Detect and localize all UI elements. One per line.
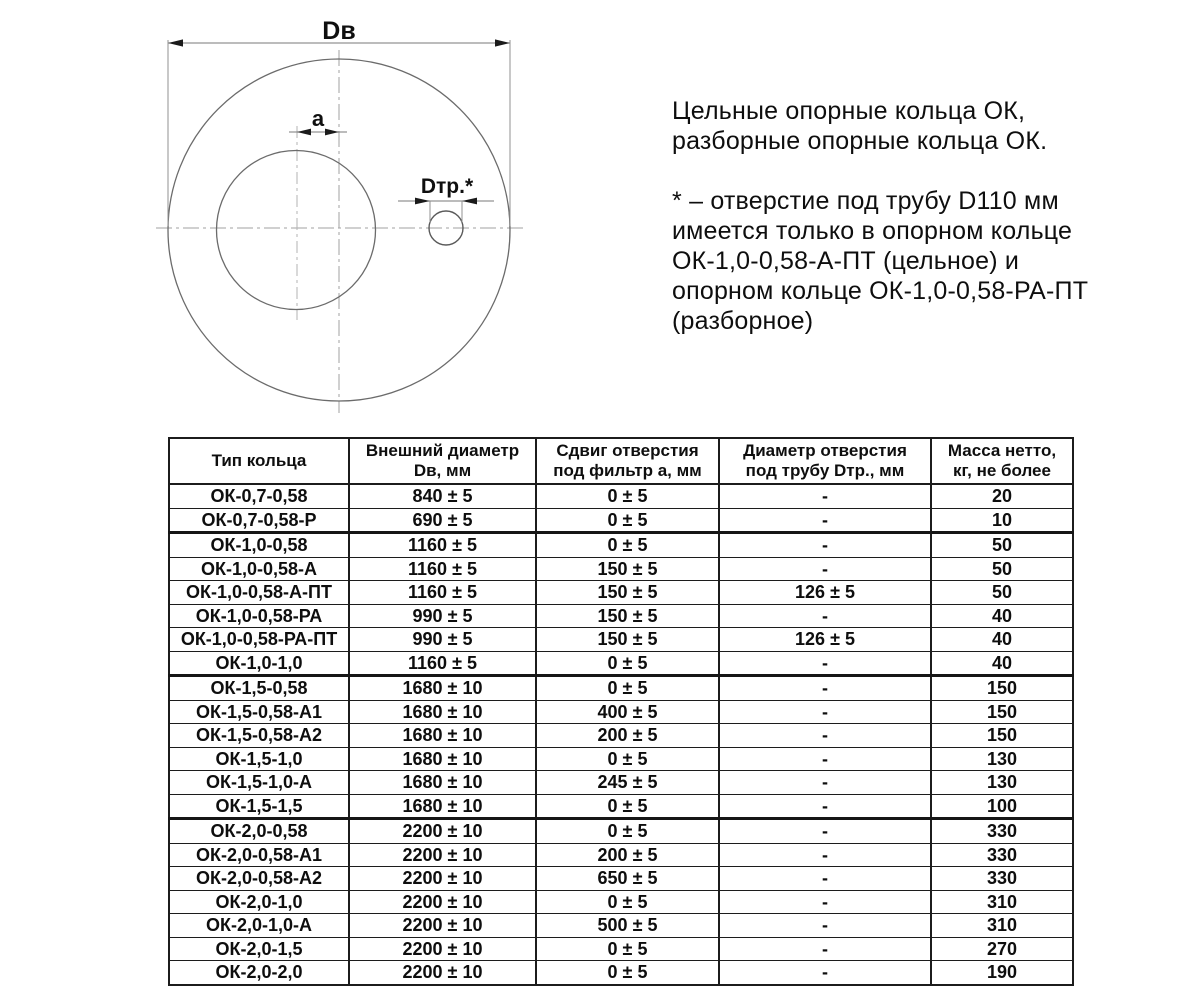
table-cell: 0 ± 5 — [536, 676, 719, 701]
a-arrow-right-icon — [325, 129, 339, 136]
dtr-dimension-label: Dтр.* — [420, 175, 474, 198]
table-cell: 100 — [931, 794, 1073, 819]
table-cell: 245 ± 5 — [536, 771, 719, 795]
table-row — [169, 508, 1073, 533]
table-cell: ОК-0,7-0,58 — [169, 484, 349, 508]
column-header-outer-diameter: Внешний диаметр Dв, мм — [349, 438, 536, 484]
note-blank-line — [672, 156, 1162, 186]
db-arrow-right-icon — [495, 39, 510, 46]
table-cell: 2200 ± 10 — [349, 867, 536, 891]
table-cell: - — [719, 937, 931, 961]
table-cell: ОК-2,0-0,58 — [169, 819, 349, 844]
table-row — [169, 937, 1073, 961]
table-cell: 2200 ± 10 — [349, 843, 536, 867]
table-cell: 150 ± 5 — [536, 604, 719, 628]
table-cell: 150 ± 5 — [536, 557, 719, 581]
db-dimension-label: Dв — [322, 17, 356, 45]
table-cell: 10 — [931, 508, 1073, 533]
table-cell: 2200 ± 10 — [349, 914, 536, 938]
note-text — [672, 96, 1162, 336]
table-cell: ОК-2,0-1,0-А — [169, 914, 349, 938]
table-row — [169, 843, 1073, 867]
table-cell: 126 ± 5 — [719, 628, 931, 652]
a-arrow-left-icon — [297, 129, 311, 136]
table-cell: - — [719, 724, 931, 748]
header-row — [169, 438, 1073, 484]
table-row — [169, 867, 1073, 891]
table-cell: 150 — [931, 676, 1073, 701]
table-cell: 0 ± 5 — [536, 819, 719, 844]
table-cell: 190 — [931, 961, 1073, 985]
table-cell: 990 ± 5 — [349, 604, 536, 628]
table-row — [169, 651, 1073, 676]
table-cell: 650 ± 5 — [536, 867, 719, 891]
table-cell: ОК-2,0-1,5 — [169, 937, 349, 961]
table-cell: 150 — [931, 724, 1073, 748]
table-row — [169, 819, 1073, 844]
table-cell: - — [719, 508, 931, 533]
table-cell: ОК-1,0-0,58 — [169, 533, 349, 558]
table-row — [169, 771, 1073, 795]
column-header-pipe-hole-diameter: Диаметр отверстия под трубу Dтр., мм — [719, 438, 931, 484]
table-cell: ОК-1,5-1,5 — [169, 794, 349, 819]
table-cell: 40 — [931, 604, 1073, 628]
table-cell: 1680 ± 10 — [349, 724, 536, 748]
table-row — [169, 724, 1073, 748]
table-cell: ОК-1,5-1,0 — [169, 747, 349, 771]
table-cell: 50 — [931, 533, 1073, 558]
table-cell: 1680 ± 10 — [349, 676, 536, 701]
column-header-net-weight: Масса нетто, кг, не более — [931, 438, 1073, 484]
table-cell: 200 ± 5 — [536, 724, 719, 748]
dtr-arrow-left-icon — [415, 198, 430, 205]
table-row — [169, 914, 1073, 938]
table-cell: 690 ± 5 — [349, 508, 536, 533]
table-cell: - — [719, 557, 931, 581]
a-dimension-label: а — [311, 106, 325, 131]
table-cell: ОК-2,0-0,58-А1 — [169, 843, 349, 867]
table-row — [169, 890, 1073, 914]
table-cell: ОК-1,0-0,58-РА-ПТ — [169, 628, 349, 652]
table-cell: - — [719, 700, 931, 724]
note-line: опорном кольце ОК-1,0-0,58-РА-ПТ — [672, 277, 1089, 305]
table-cell: 1680 ± 10 — [349, 700, 536, 724]
table-row — [169, 484, 1073, 508]
table-cell: 2200 ± 10 — [349, 961, 536, 985]
table-cell: - — [719, 961, 931, 985]
note-line: ОК-1,0-0,58-А-ПТ (цельное) и — [672, 247, 1020, 275]
table-cell: ОК-1,5-0,58-А1 — [169, 700, 349, 724]
table-cell: - — [719, 843, 931, 867]
table-cell: 2200 ± 10 — [349, 890, 536, 914]
table-cell: ОК-2,0-2,0 — [169, 961, 349, 985]
table-row — [169, 628, 1073, 652]
ring-technical-drawing — [0, 0, 560, 430]
table-cell: 1680 ± 10 — [349, 794, 536, 819]
table-cell: ОК-2,0-0,58-А2 — [169, 867, 349, 891]
table-cell: 1160 ± 5 — [349, 651, 536, 676]
table-cell: 0 ± 5 — [536, 937, 719, 961]
table-cell: 840 ± 5 — [349, 484, 536, 508]
table-cell: 200 ± 5 — [536, 843, 719, 867]
table-cell: 990 ± 5 — [349, 628, 536, 652]
specs-table-body — [169, 484, 1073, 985]
table-cell: - — [719, 819, 931, 844]
table-cell: ОК-1,0-0,58-А-ПТ — [169, 581, 349, 605]
table-cell: 150 ± 5 — [536, 581, 719, 605]
table-cell: 0 ± 5 — [536, 961, 719, 985]
table-row — [169, 961, 1073, 985]
table-cell: 40 — [931, 628, 1073, 652]
table-cell: 0 ± 5 — [536, 484, 719, 508]
note-line: разборные опорные кольца ОК. — [672, 127, 1048, 155]
table-cell: - — [719, 604, 931, 628]
table-row — [169, 747, 1073, 771]
table-cell: 1160 ± 5 — [349, 557, 536, 581]
table-row — [169, 700, 1073, 724]
table-cell: - — [719, 867, 931, 891]
table-cell: 1680 ± 10 — [349, 747, 536, 771]
table-cell: 310 — [931, 890, 1073, 914]
table-cell: 0 ± 5 — [536, 890, 719, 914]
table-cell: 500 ± 5 — [536, 914, 719, 938]
table-row — [169, 533, 1073, 558]
table-cell: 270 — [931, 937, 1073, 961]
table-cell: 330 — [931, 867, 1073, 891]
table-cell: 1160 ± 5 — [349, 533, 536, 558]
table-cell: ОК-1,5-0,58-А2 — [169, 724, 349, 748]
note-line: * – отверстие под трубу D110 мм — [672, 187, 1059, 215]
table-cell: 330 — [931, 843, 1073, 867]
table-cell: 0 ± 5 — [536, 747, 719, 771]
column-header-ring-type: Тип кольца — [169, 438, 349, 484]
note-line: (разборное) — [672, 307, 814, 335]
table-cell: 150 ± 5 — [536, 628, 719, 652]
table-cell: 330 — [931, 819, 1073, 844]
table-row — [169, 676, 1073, 701]
table-cell: 126 ± 5 — [719, 581, 931, 605]
table-cell: 130 — [931, 747, 1073, 771]
table-cell: - — [719, 914, 931, 938]
table-cell: - — [719, 484, 931, 508]
note-line: Цельные опорные кольца ОК, — [672, 97, 1026, 125]
table-cell: - — [719, 676, 931, 701]
inner-hole-circle — [217, 151, 376, 310]
dtr-arrow-right-icon — [462, 198, 477, 205]
table-cell: 310 — [931, 914, 1073, 938]
table-cell: - — [719, 890, 931, 914]
table-cell: ОК-1,5-1,0-А — [169, 771, 349, 795]
table-cell: - — [719, 651, 931, 676]
table-cell: 0 ± 5 — [536, 533, 719, 558]
table-cell: 0 ± 5 — [536, 651, 719, 676]
table-cell: ОК-1,0-0,58-А — [169, 557, 349, 581]
table-cell: 0 ± 5 — [536, 794, 719, 819]
table-cell: 1680 ± 10 — [349, 771, 536, 795]
table-cell: - — [719, 747, 931, 771]
table-cell: 50 — [931, 557, 1073, 581]
table-cell: 2200 ± 10 — [349, 819, 536, 844]
note-line: имеется только в опорном кольце — [672, 217, 1073, 245]
table-cell: ОК-1,5-0,58 — [169, 676, 349, 701]
column-header-filter-hole-offset: Сдвиг отверстия под фильтр а, мм — [536, 438, 719, 484]
table-cell: - — [719, 771, 931, 795]
table-cell: ОК-1,0-1,0 — [169, 651, 349, 676]
table-cell: ОК-2,0-1,0 — [169, 890, 349, 914]
table-row — [169, 557, 1073, 581]
table-cell: 50 — [931, 581, 1073, 605]
table-cell: 400 ± 5 — [536, 700, 719, 724]
table-cell: 150 — [931, 700, 1073, 724]
table-cell: 2200 ± 10 — [349, 937, 536, 961]
table-cell: - — [719, 794, 931, 819]
table-cell: 1160 ± 5 — [349, 581, 536, 605]
table-cell: ОК-1,0-0,58-РА — [169, 604, 349, 628]
table-row — [169, 604, 1073, 628]
specs-table — [168, 437, 1074, 986]
table-cell: 40 — [931, 651, 1073, 676]
table-cell: ОК-0,7-0,58-Р — [169, 508, 349, 533]
table-row — [169, 794, 1073, 819]
table-cell: 20 — [931, 484, 1073, 508]
table-row — [169, 581, 1073, 605]
specs-table-head — [169, 438, 1073, 484]
table-cell: - — [719, 533, 931, 558]
table-cell: 0 ± 5 — [536, 508, 719, 533]
db-arrow-left-icon — [168, 39, 183, 46]
table-cell: 130 — [931, 771, 1073, 795]
